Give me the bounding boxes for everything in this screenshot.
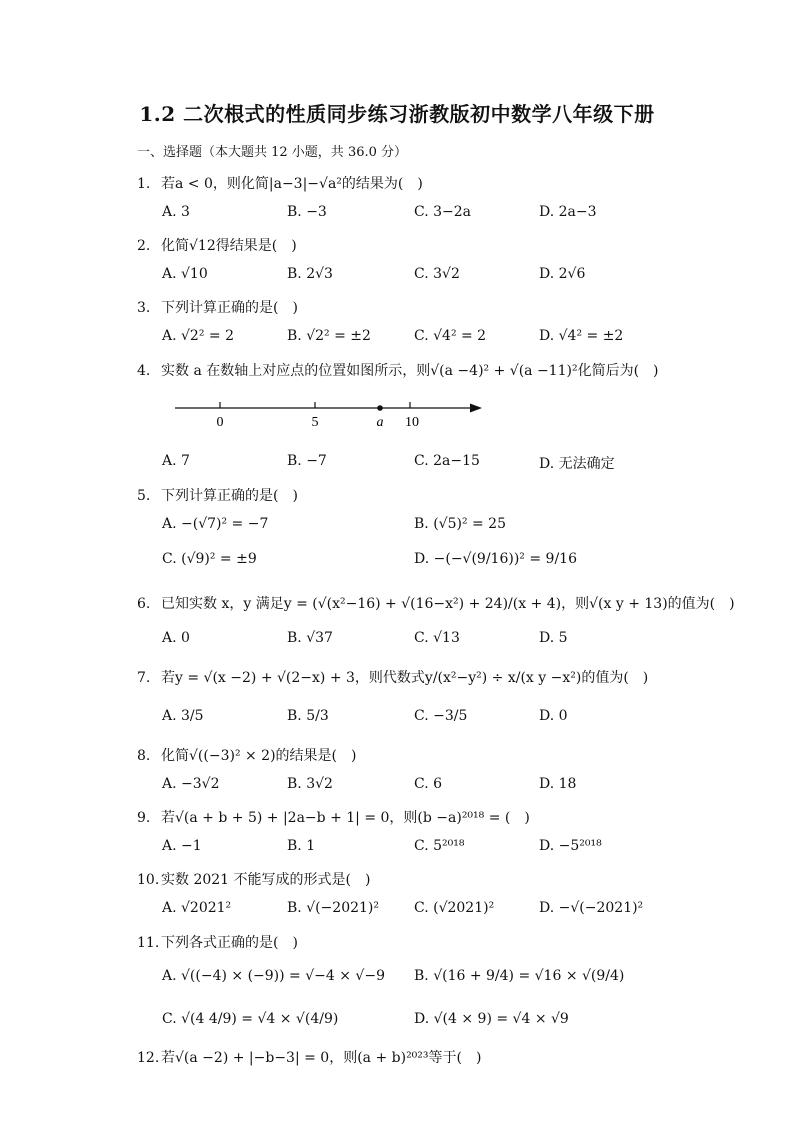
option-b: B. 2√3 bbox=[287, 266, 333, 282]
question-10 bbox=[137, 869, 370, 889]
option-d: D. 2a−3 bbox=[539, 204, 597, 220]
option-a: A. √10 bbox=[162, 266, 208, 282]
option-c: C. √4² = 2 bbox=[414, 328, 487, 344]
question-stem: 下列各式正确的是( ) bbox=[161, 935, 298, 951]
number-line-diagram bbox=[170, 394, 490, 434]
option-a: A. 7 bbox=[162, 453, 190, 469]
question-number: 6. bbox=[137, 596, 151, 612]
question-number: 11. bbox=[137, 935, 160, 951]
question-stem: 若a < 0，则化简|a−3|−√a²的结果为( ) bbox=[161, 176, 423, 192]
option-a: A. √2² = 2 bbox=[162, 328, 234, 344]
option-a: A. −1 bbox=[162, 838, 202, 854]
tick-label-10: 10 bbox=[405, 415, 419, 430]
question-11 bbox=[137, 932, 298, 952]
question-4 bbox=[137, 360, 659, 380]
question-1 bbox=[137, 173, 423, 193]
option-d: D. 无法确定 bbox=[539, 456, 615, 472]
option-a: A. −3√2 bbox=[162, 776, 220, 792]
option-b: B. √37 bbox=[287, 630, 333, 646]
option-c: C. 3√2 bbox=[414, 266, 460, 282]
question-6 bbox=[137, 593, 735, 613]
tick-label-0: 0 bbox=[216, 415, 224, 430]
question-12 bbox=[137, 1047, 481, 1067]
page-title: 1.2 二次根式的性质同步练习浙教版初中数学八年级下册 bbox=[139, 102, 655, 126]
question-2 bbox=[137, 235, 297, 255]
point-label-a: a bbox=[376, 415, 384, 430]
arrow-right-icon bbox=[470, 404, 482, 413]
option-d: D. −(−√(9/16))² = 9/16 bbox=[414, 551, 577, 567]
question-stem: 若√(a + b + 5) + |2a−b + 1| = 0，则(b −a)²⁰¹⁸ = ( ) bbox=[161, 810, 530, 826]
question-9 bbox=[137, 807, 530, 827]
option-b: B. 3√2 bbox=[287, 776, 333, 792]
question-stem: 实数 2021 不能写成的形式是( ) bbox=[161, 872, 371, 888]
question-3 bbox=[137, 297, 298, 317]
option-a: A. 3/5 bbox=[162, 708, 204, 724]
question-number: 8. bbox=[137, 748, 151, 764]
question-number: 7. bbox=[137, 670, 151, 686]
question-5 bbox=[137, 485, 298, 505]
option-c: C. 3−2a bbox=[414, 204, 472, 220]
option-a: A. √2021² bbox=[162, 900, 232, 916]
option-b: B. −7 bbox=[287, 453, 327, 469]
question-number: 5. bbox=[137, 488, 151, 504]
option-b: B. (√5)² = 25 bbox=[414, 516, 506, 532]
option-a: A. 3 bbox=[162, 204, 190, 220]
option-a: A. √((−4) × (−9)) = √−4 × √−9 bbox=[162, 968, 385, 984]
option-d: D. 5 bbox=[539, 630, 568, 646]
option-d: D. √4² = ±2 bbox=[539, 328, 624, 344]
question-number: 4. bbox=[137, 363, 151, 379]
question-number: 9. bbox=[137, 810, 151, 826]
option-d: D. √(4 × 9) = √4 × √9 bbox=[414, 1011, 569, 1027]
question-number: 2. bbox=[137, 238, 151, 254]
option-b: B. √(−2021)² bbox=[287, 900, 380, 916]
option-c: C. −3/5 bbox=[414, 708, 468, 724]
option-c: C. 2a−15 bbox=[414, 453, 480, 469]
option-a: A. 0 bbox=[162, 630, 190, 646]
option-d: D. −√(−2021)² bbox=[539, 900, 644, 916]
question-stem: 若y = √(x −2) + √(2−x) + 3，则代数式y/(x²−y²) ÷ x/(x y −x²)的值为( ) bbox=[161, 670, 649, 686]
question-stem: 下列计算正确的是( ) bbox=[161, 488, 298, 504]
question-number: 12. bbox=[137, 1050, 160, 1066]
option-b: B. −3 bbox=[287, 204, 327, 220]
question-stem: 化简√((−3)² × 2)的结果是( ) bbox=[161, 748, 357, 764]
section-heading: 一、选择题（本大题共 12 小题，共 36.0 分） bbox=[137, 145, 408, 160]
point-a bbox=[377, 405, 383, 411]
question-stem: 化简√12得结果是( ) bbox=[161, 238, 297, 254]
option-d: D. 0 bbox=[539, 708, 568, 724]
option-d: D. −5²⁰¹⁸ bbox=[539, 838, 602, 854]
question-stem: 下列计算正确的是( ) bbox=[161, 300, 298, 316]
tick-label-5: 5 bbox=[311, 415, 319, 430]
option-a: A. −(√7)² = −7 bbox=[162, 516, 269, 532]
question-stem: 若√(a −2) + |−b−3| = 0，则(a + b)²⁰²³等于( ) bbox=[161, 1050, 482, 1066]
option-d: D. 2√6 bbox=[539, 266, 586, 282]
option-c: C. (√2021)² bbox=[414, 900, 495, 916]
question-7 bbox=[137, 667, 648, 687]
question-number: 10. bbox=[137, 872, 160, 888]
option-b: B. 5/3 bbox=[287, 708, 329, 724]
option-b: B. √(16 + 9/4) = √16 × √(9/4) bbox=[414, 968, 625, 984]
question-number: 3. bbox=[137, 300, 151, 316]
option-c: C. √13 bbox=[414, 630, 460, 646]
option-c: C. 5²⁰¹⁸ bbox=[414, 838, 465, 854]
option-b: B. √2² = ±2 bbox=[287, 328, 371, 344]
option-c: C. √(4 4/9) = √4 × √(4/9) bbox=[162, 1011, 339, 1027]
question-stem: 已知实数 x，y 满足y = (√(x²−16) + √(16−x²) + 24)/(x + 4)，则√(x y + 13)的值为( ) bbox=[161, 596, 735, 612]
option-c: C. (√9)² = ±9 bbox=[162, 551, 257, 567]
question-stem: 实数 a 在数轴上对应点的位置如图所示，则√(a −4)² + √(a −11)²化简后为( ) bbox=[161, 363, 659, 379]
question-8 bbox=[137, 745, 356, 765]
option-d: D. 18 bbox=[539, 776, 577, 792]
question-number: 1. bbox=[137, 176, 151, 192]
option-c: C. 6 bbox=[414, 776, 443, 792]
option-b: B. 1 bbox=[287, 838, 316, 854]
